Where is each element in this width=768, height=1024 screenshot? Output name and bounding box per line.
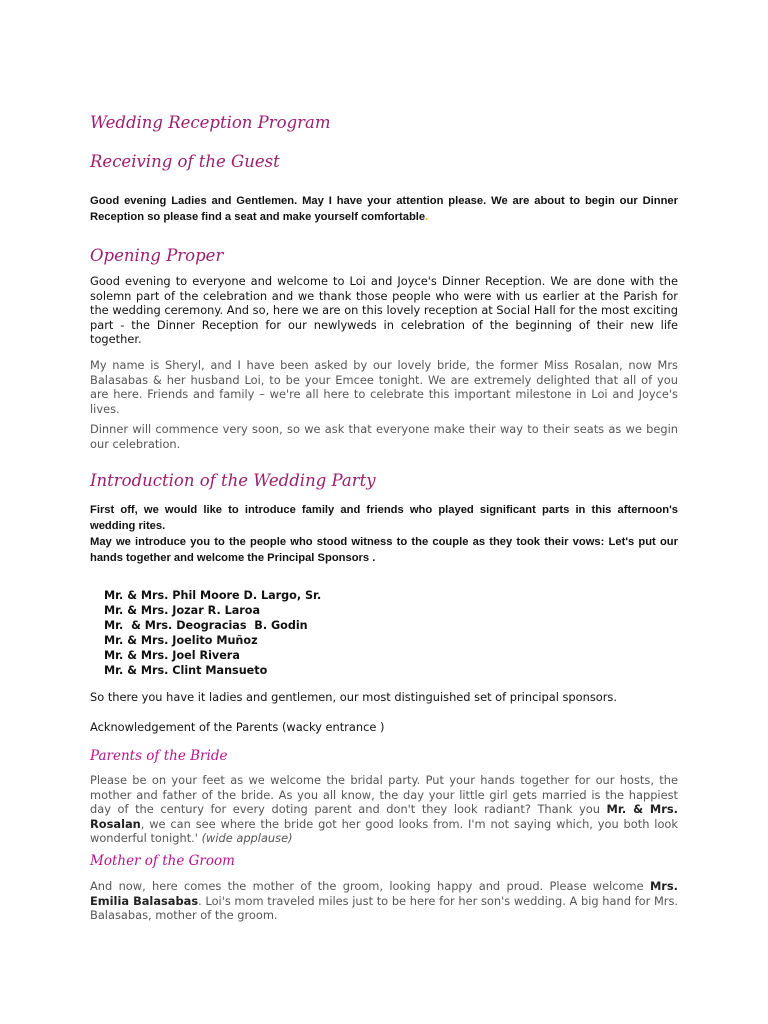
opening-paragraph-3: Dinner will commence very soon, so we ask that everyone make their way to their seats as we begin our celebration. xyxy=(90,422,678,451)
section-heading-parents-bride: Parents of the Bride xyxy=(90,748,228,764)
intro-paragraph-1: First off, we would like to introduce family and friends who played significant parts in this afternoon's wedding rites. xyxy=(90,504,678,532)
section-heading-receiving: Receiving of the Guest xyxy=(90,152,280,171)
sponsor-item: Mr. & Mrs. Joel Rivera xyxy=(104,649,240,662)
parents-bride-aside: (wide applause) xyxy=(201,831,293,845)
sponsor-item: Mr. & Mrs. Joelito Muñoz xyxy=(104,634,258,647)
receiving-text: Good evening Ladies and Gentlemen. May I have your attention please. We are about to begin our Dinner Reception so please find a seat and make yourself comfortable xyxy=(90,195,678,223)
parents-bride-text-b: , we can see where the bride got her good looks from. I'm not saying which, you both look wonderful tonight.' xyxy=(90,816,678,845)
sponsor-item: Mr. & Mrs. Deogracias B. Godin xyxy=(104,619,308,632)
receiving-end-mark: . xyxy=(425,211,429,223)
sponsors-closing: So there you have it ladies and gentlemen, our most distinguished set of principal sponsors. xyxy=(90,690,617,704)
mother-groom-paragraph xyxy=(90,879,678,923)
parents-bride-text-a: Please be on your feet as we welcome the bridal party. Put your hands together for our hosts, the mother and father of the bride. As you all know, the day your little girl gets married is the happiest day of the century for every doting parent and don't they look radiant? Thank you xyxy=(90,773,678,816)
section-heading-introduction: Introduction of the Wedding Party xyxy=(90,471,376,490)
sponsor-item: Mr. & Mrs. Clint Mansueto xyxy=(104,664,268,677)
receiving-paragraph xyxy=(90,193,678,225)
sponsor-item: Mr. & Mrs. Phil Moore D. Largo, Sr. xyxy=(104,589,322,602)
document-title: Wedding Reception Program xyxy=(90,113,331,132)
parents-bride-name: Mr. & Mrs. Rosalan xyxy=(90,802,678,831)
intro-paragraph-2: May we introduce you to the people who stood witness to the couple as they took their vows: Let's put our hands together and welcome the Principal Sponsors . xyxy=(90,536,678,564)
acknowledgement-line: Acknowledgement of the Parents (wacky entrance ) xyxy=(90,720,385,734)
section-heading-opening: Opening Proper xyxy=(90,246,224,265)
opening-paragraph-1: Good evening to everyone and welcome to Loi and Joyce's Dinner Reception. We are done with the solemn part of the celebration and we thank those people who were with us earlier at the Parish for the wedding ceremony. And so, here we are on this lovely reception at Social Hall for the most exciting part - the Dinner Reception for our newlyweds in celebration of the beginning of their new life together. xyxy=(90,274,678,346)
opening-paragraph-2: My name is Sheryl, and I have been asked by our lovely bride, the former Miss Rosalan, now Mrs Balasabas & her husband Loi, to be your Emcee tonight. We are extremely delighted that all of you are here. Friends and family – we're all here to celebrate this important milestone in Loi and Joyce's lives. xyxy=(90,358,678,416)
sponsor-item: Mr. & Mrs. Jozar R. Laroa xyxy=(104,604,261,617)
parents-bride-paragraph xyxy=(90,773,678,846)
mother-groom-text-a: And now, here comes the mother of the groom, looking happy and proud. Please welcome xyxy=(90,879,650,893)
section-heading-mother-groom: Mother of the Groom xyxy=(90,853,235,869)
principal-sponsors-list xyxy=(104,588,321,678)
mother-groom-name: Mrs. Emilia Balasabas xyxy=(90,879,678,908)
mother-groom-text-b: . Loi's mom traveled miles just to be here for her son's wedding. A big hand for Mrs. Balasabas, mother of the groom. xyxy=(90,893,679,922)
